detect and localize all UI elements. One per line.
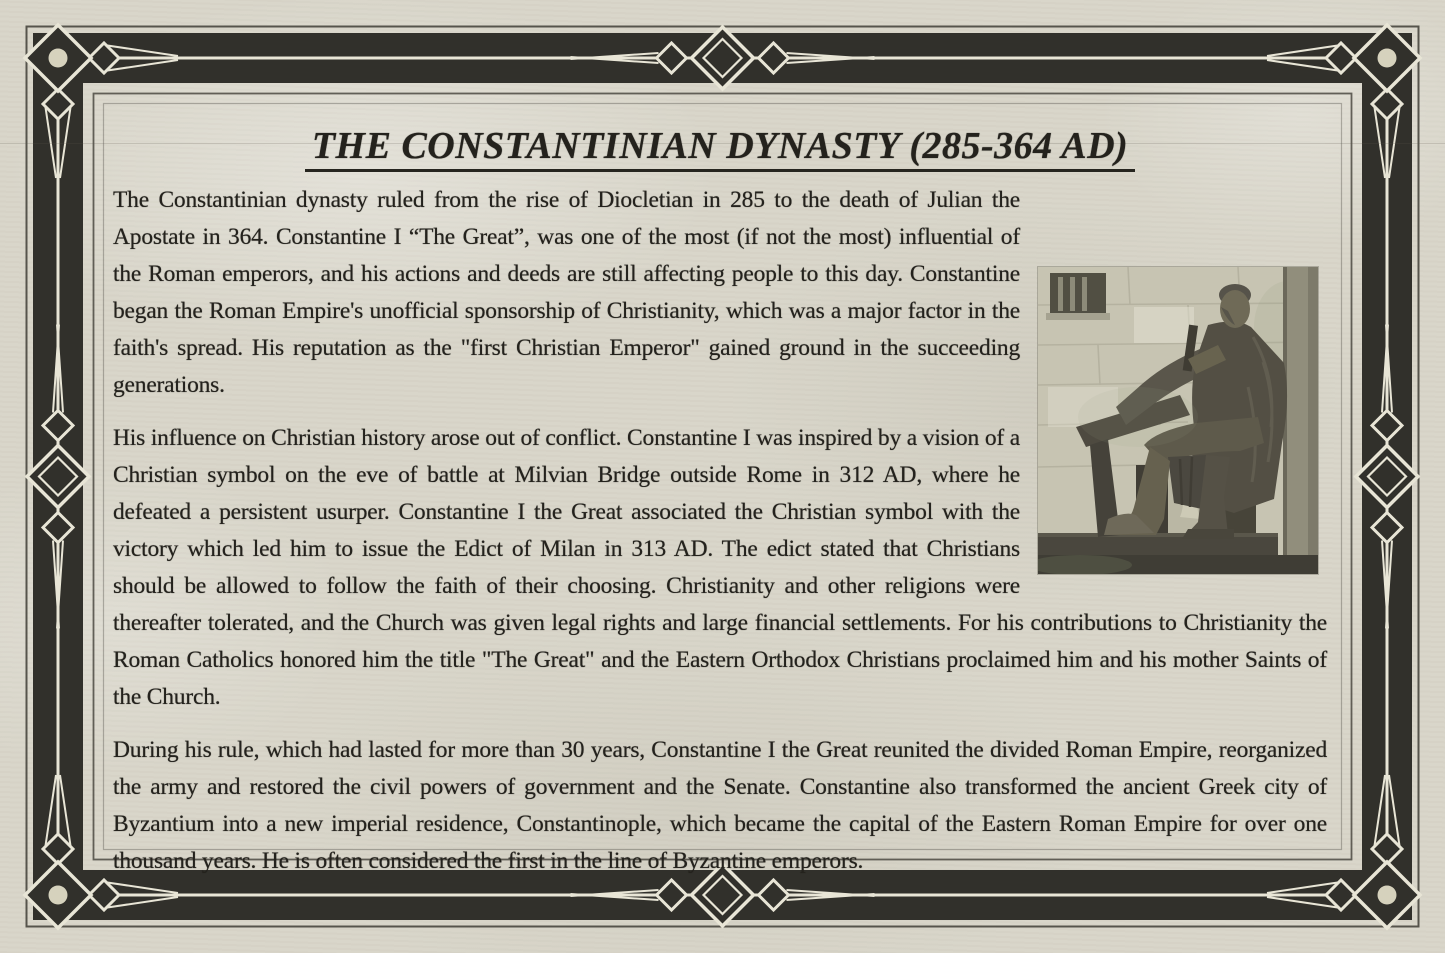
paragraph-2: His influence on Christian history arose out of conflict. Constantine I was inspired by a vision of a Christian symbol on the eve of battle at Milvian Bridge outside Rome in 312 AD, where he defeated a persistent usurper. Constantine I the Great associated the Christian symbol with the victory which led him to issue the Edict of Milan in 313 AD. The edict stated that Christians should be allowed to follow the faith of their choosing. Christianity and other religions were thereafter tolerated, and the Church was given legal rights and large financial settlements. For his contributions to Christianity the Roman Catholics honored him the title "The Great" and the Eastern Orthodox Christians proclaimed him and his mother Saints of the Church. <box>113 424 1327 710</box>
page-title-text: THE CONSTANTINIAN DYNASTY (285-364 AD) <box>305 125 1135 172</box>
document-content <box>100 100 1345 874</box>
constantine-statue-photo <box>1038 267 1318 574</box>
page-title <box>113 124 1327 169</box>
document-body <box>113 182 1327 880</box>
paragraph-1: The Constantinian dynasty ruled from the rise of Diocletian in 285 to the death of Julian the Apostate in 364. Constantine I “The Great”, was one of the most (if not the most) influential of the Roman emperors, and his actions and deeds are still affecting people to this day. Constantine began the Roman Empire's unofficial sponsorship of Christianity, which was a major factor in the faith's spread. His reputation as the "first Christian Emperor" gained ground in the succeeding generations. <box>113 186 1020 398</box>
paragraph-3: During his rule, which had lasted for more than 30 years, Constantine I the Great reunited the divided Roman Empire, reorganized the army and restored the civil powers of government and the Senate. Constantine also transformed the ancient Greek city of Byzantium into a new imperial residence, Constantinople, which became the capital of the Eastern Roman Empire for over one thousand years. He is often considered the first in the line of Byzantine emperors. <box>113 736 1327 874</box>
